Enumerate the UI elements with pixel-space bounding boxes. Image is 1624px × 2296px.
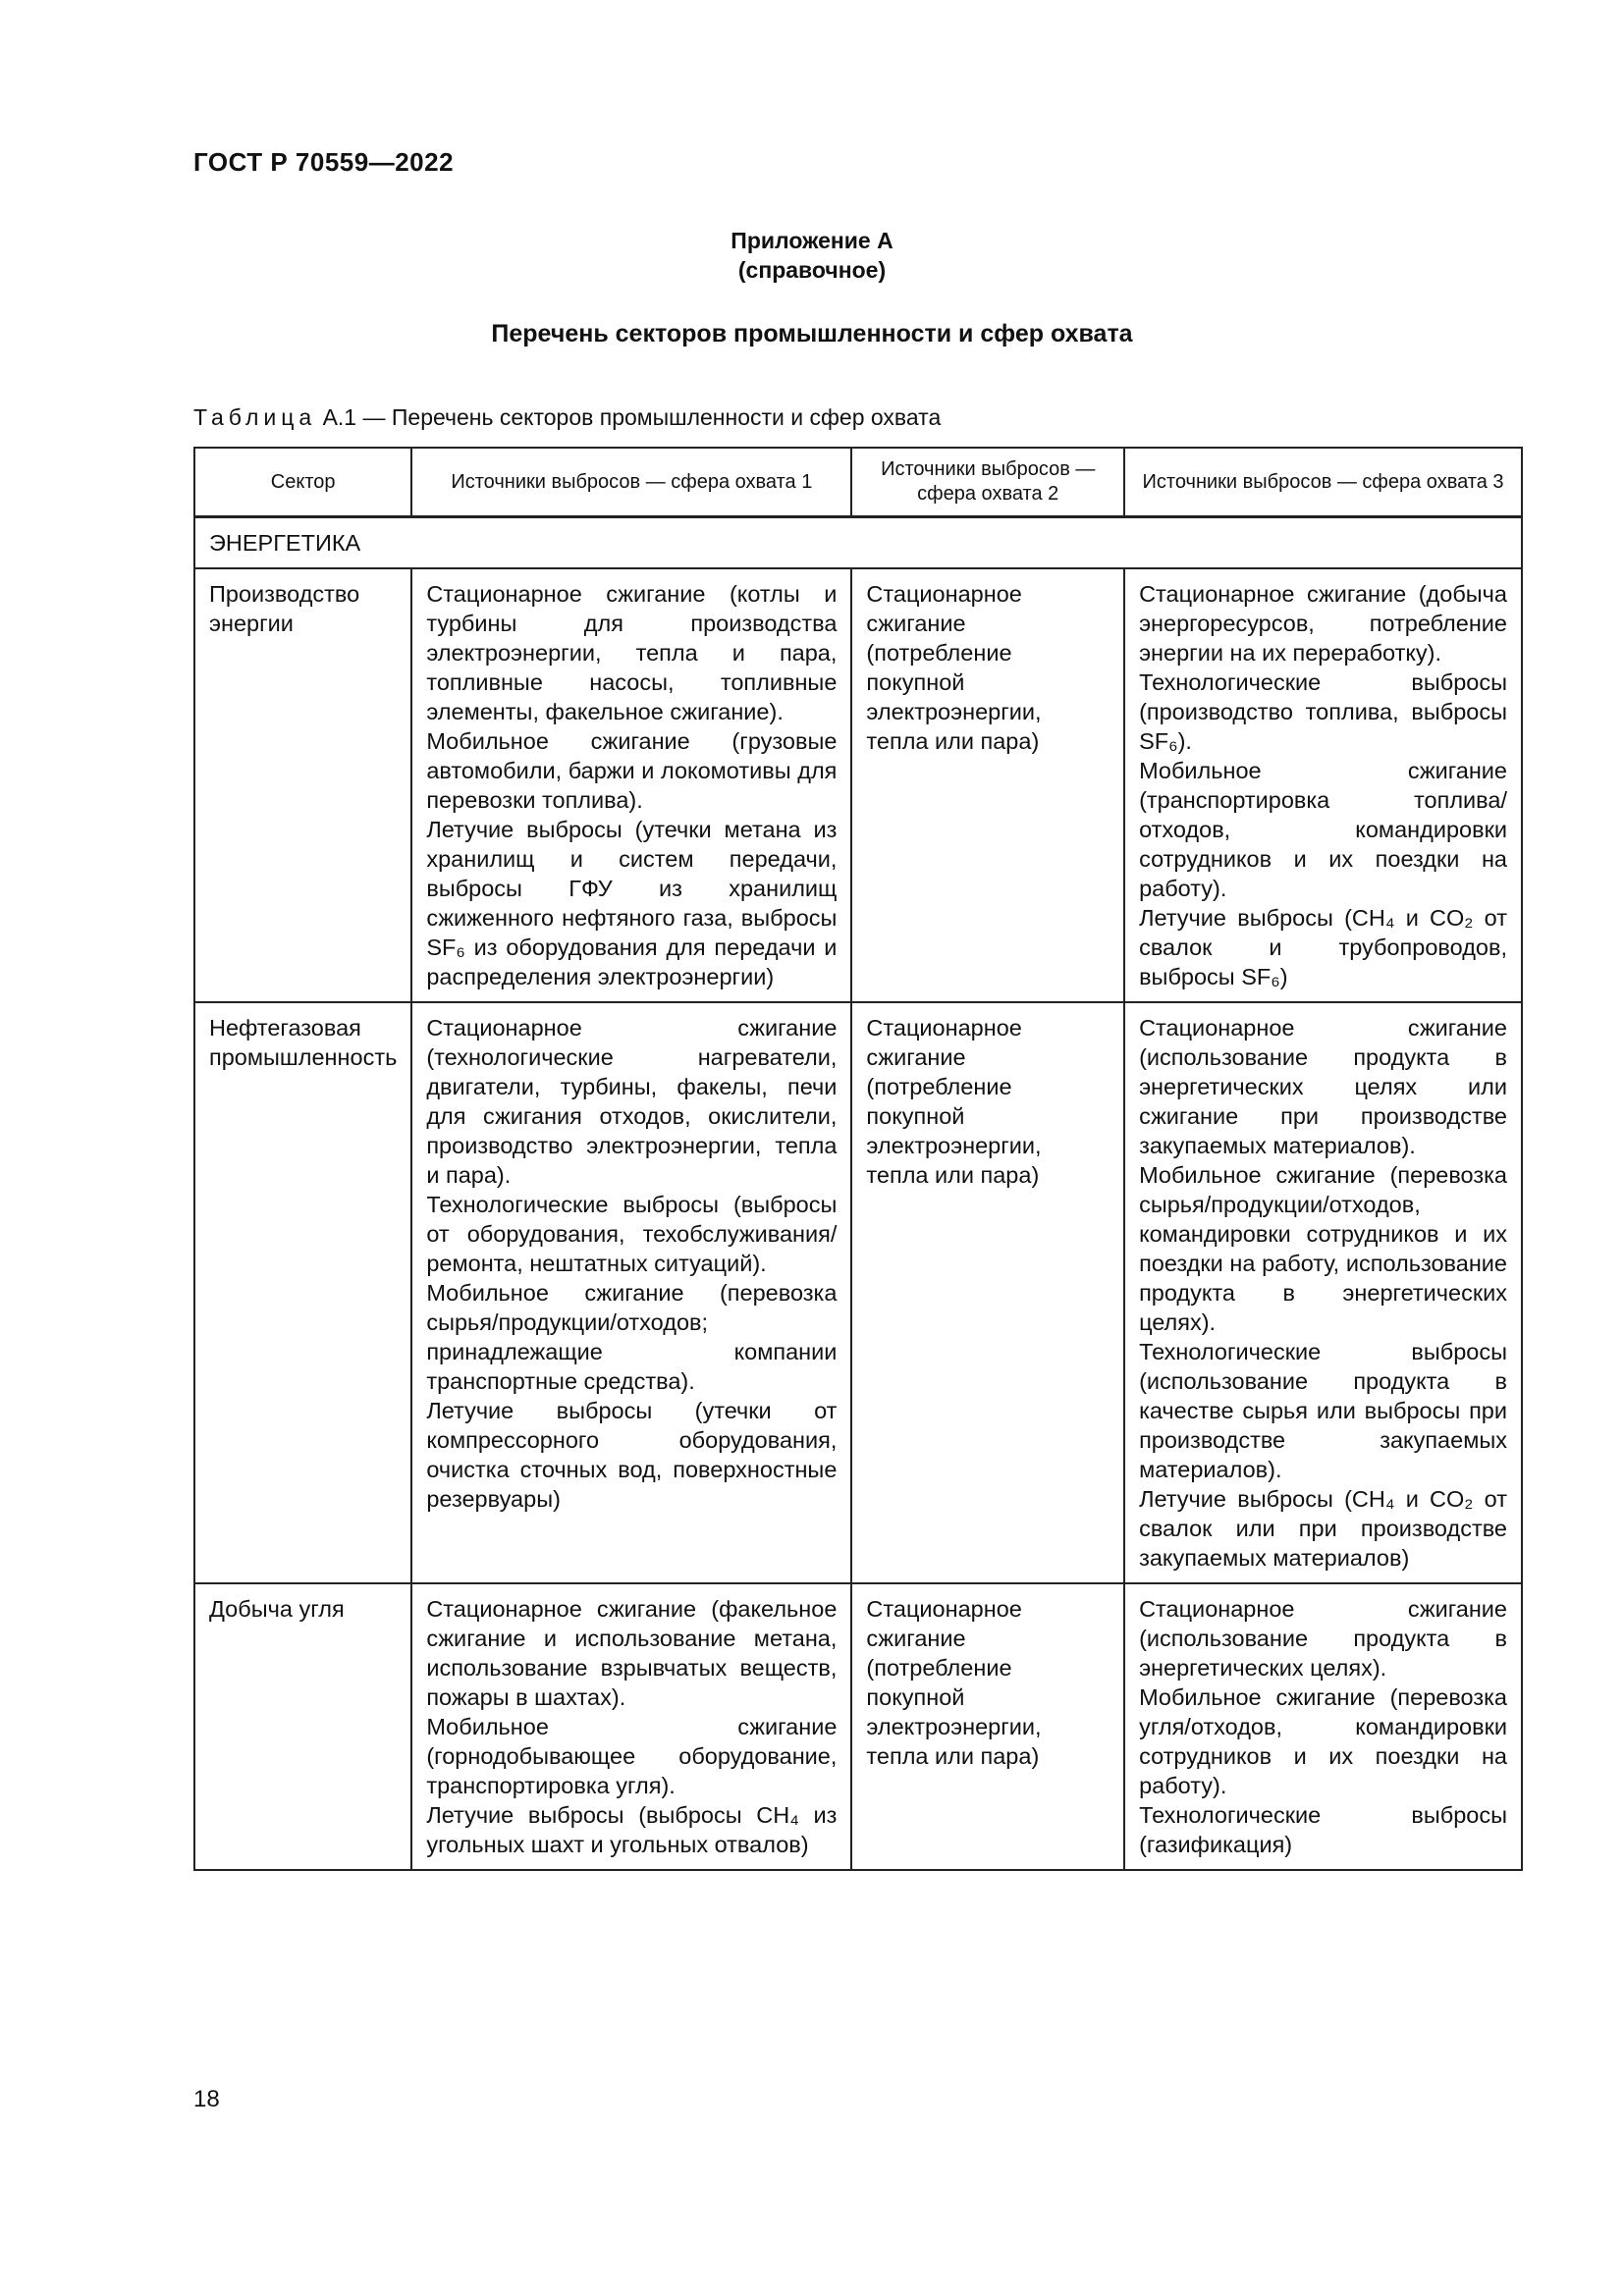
cell-paragraph: Стационарное сжигание (котлы и турбины для производства электроэнергии, тепла и пара, топливные насосы, топливные элементы, факельное сжигание).	[426, 581, 838, 724]
section-title: ЭНЕРГЕТИКА	[194, 517, 1522, 569]
column-header-scope2: Источники выбросов — сфера охвата 2	[851, 448, 1124, 517]
document-code: ГОСТ Р 70559—2022	[193, 147, 455, 177]
cell-paragraph: Летучие выбросы (утечки от компрессорного оборудования, очистка сточных вод, поверхностные резервуары)	[426, 1398, 838, 1512]
page-number: 18	[193, 2086, 220, 2112]
cell-paragraph: Мобильное сжигание (горнодобывающее оборудование, транспортировка угля).	[426, 1714, 838, 1798]
cell-paragraph: Стационарное сжигание (потребление покупной электроэнергии, тепла или пара)	[866, 581, 1042, 754]
appendix-heading: Перечень секторов промышленности и сфер охвата	[491, 320, 1133, 347]
cell-paragraph: Летучие выбросы (утечки метана из хранилищ и систем передачи, выбросы ГФУ из хранилищ сжиженного нефтяного газа, выбросы SF₆ из оборудования для передачи и распределения электроэнергии)	[426, 817, 838, 989]
scope1-cell	[411, 568, 851, 1002]
cell-paragraph: Мобильное сжигание (перевозка сырья/продукции/отходов, командировки сотрудников и их поездки на работу, использование продукта в энергетических целях).	[1139, 1162, 1507, 1335]
table-caption-label: Таблица	[193, 404, 317, 430]
scope1-cell	[411, 1002, 851, 1583]
sector-cell: Добыча угля	[194, 1583, 411, 1870]
section-row	[194, 517, 1522, 569]
table-caption-text: А.1 — Перечень секторов промышленности и сфер охвата	[322, 404, 942, 430]
cell-paragraph: Технологические выбросы (производство топлива, выбросы SF₆).	[1139, 669, 1507, 754]
scope3-cell	[1124, 568, 1522, 1002]
cell-paragraph: Стационарное сжигание (факельное сжигание и использование метана, использование взрывчатых веществ, пожары в шахтах).	[426, 1596, 838, 1710]
cell-paragraph: Технологические выбросы (использование продукта в качестве сырья или выбросы при производстве закупаемых материалов).	[1139, 1339, 1507, 1482]
sector-cell: Нефтегазовая промышленность	[194, 1002, 411, 1583]
cell-paragraph: Мобильное сжигание (транспортировка топлива/отходов, командировки сотрудников и их поездки на работу).	[1139, 758, 1507, 901]
table-caption	[193, 404, 941, 431]
column-header-scope3: Источники выбросов — сфера охвата 3	[1124, 448, 1522, 517]
column-header-sector: Сектор	[194, 448, 411, 517]
table-header-row	[194, 448, 1522, 517]
cell-paragraph: Мобильное сжигание (перевозка сырья/продукции/отходов; принадлежащие компании транспортные средства).	[426, 1280, 838, 1394]
cell-paragraph: Стационарное сжигание (использование продукта в энергетических целях).	[1139, 1596, 1507, 1681]
scope1-cell	[411, 1583, 851, 1870]
cell-paragraph: Стационарное сжигание (потребление покупной электроэнергии, тепла или пара)	[866, 1015, 1042, 1188]
scope2-cell	[851, 1583, 1124, 1870]
appendix-title-block	[0, 226, 1624, 285]
cell-paragraph: Стационарное сжигание (потребление покупной электроэнергии, тепла или пара)	[866, 1596, 1042, 1769]
appendix-subtitle: (справочное)	[737, 257, 887, 283]
cell-paragraph: Летучие выбросы (CH₄ и CO₂ от свалок и трубопроводов, выбросы SF₆)	[1139, 905, 1507, 989]
sectors-table	[193, 447, 1523, 1871]
cell-paragraph: Стационарное сжигание (использование продукта в энергетических целях или сжигание при производстве закупаемых материалов).	[1139, 1015, 1507, 1158]
cell-paragraph: Стационарное сжигание (технологические нагреватели, двигатели, турбины, факелы, печи для сжигания отходов, окислители, производство электроэнергии, тепла и пара).	[426, 1015, 838, 1188]
cell-paragraph: Технологические выбросы (выбросы от оборудования, техобслуживания/ремонта, нештатных ситуаций).	[426, 1192, 838, 1276]
cell-paragraph: Мобильное сжигание (грузовые автомобили, баржи и локомотивы для перевозки топлива).	[426, 728, 838, 813]
table-row	[194, 1583, 1522, 1870]
appendix-title: Приложение А	[731, 228, 893, 253]
sector-cell: Производство энергии	[194, 568, 411, 1002]
column-header-scope1: Источники выбросов — сфера охвата 1	[411, 448, 851, 517]
table-row	[194, 568, 1522, 1002]
cell-paragraph: Стационарное сжигание (добыча энергоресурсов, потребление энергии на их переработку).	[1139, 581, 1507, 666]
cell-paragraph: Технологические выбросы (газификация)	[1139, 1802, 1507, 1857]
scope3-cell	[1124, 1002, 1522, 1583]
cell-paragraph: Летучие выбросы (CH₄ и CO₂ от свалок или при производстве закупаемых материалов)	[1139, 1486, 1507, 1571]
scope3-cell	[1124, 1583, 1522, 1870]
scope2-cell	[851, 568, 1124, 1002]
cell-paragraph: Летучие выбросы (выбросы CH₄ из угольных шахт и угольных отвалов)	[426, 1802, 838, 1857]
table-row	[194, 1002, 1522, 1583]
scope2-cell	[851, 1002, 1124, 1583]
cell-paragraph: Мобильное сжигание (перевозка угля/отходов, командировки сотрудников и их поездки на работу).	[1139, 1684, 1507, 1798]
